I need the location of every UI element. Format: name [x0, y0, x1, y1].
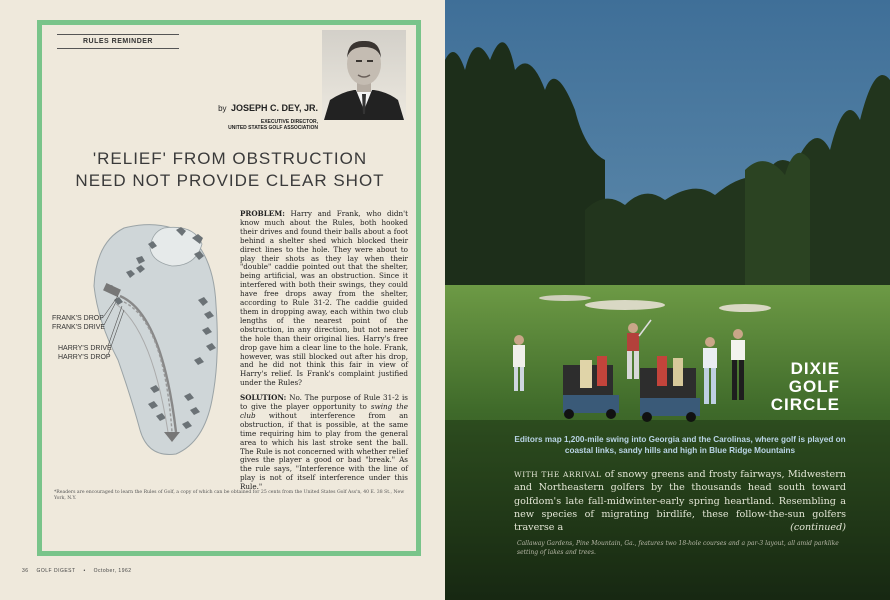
feature-title — [771, 360, 840, 414]
title-line3: CIRCLE — [770, 395, 840, 414]
folio-date: October, 1962 — [93, 568, 132, 574]
feature-intro — [514, 468, 846, 534]
byline-by: by — [218, 104, 227, 113]
section-label: RULES REMINDER — [57, 34, 179, 49]
problem-paragraph — [240, 210, 408, 388]
author-portrait — [322, 30, 406, 120]
problem-text: Harry and Frank, who didn't know much about the Rules, both hooked their drives and found their balls about a foot behind a shelter shed which blocked their direct lines to the hole. They were about to play their shots as they lay when their "double" caddie pointed out that the shelter, being artificial, was an obstruction. Since it interfered with both their swings, they could have free drops away from the shelter, according to Rule 31-2. The caddie guided them in dropping away, each within two club lengths of the nearest point of the obstruction, in any direction, but not nearer the hole than their original lies. Harry's free drop gave him a clear line to the hole. Frank, however, was still blocked out after his drop, and he did not think this fair in view of Harry's relief. Is Frank's complaint justified under the Rules? — [240, 209, 409, 388]
label-harrys-drop: HARRY'S DROP — [58, 354, 111, 361]
folio-magazine: GOLF DIGEST — [36, 568, 76, 574]
photo-caption: Callaway Gardens, Pine Mountain, Ga., features two 18-hole courses and a par-3 layout, all amid parklike setting of lakes and trees. — [517, 540, 839, 556]
problem-lead: PROBLEM: — [240, 209, 285, 218]
right-page — [445, 0, 890, 600]
solution-text-before: No. The purpose of Rule 31-2 is to give the player opportunity to — [240, 393, 408, 412]
headline-line2: NEED NOT PROVIDE CLEAR SHOT — [75, 171, 385, 190]
solution-lead: SOLUTION: — [240, 393, 287, 403]
intro-text: of snowy greens and frosty fairways, Midwestern and Northeastern golfers by the thousands head south toward golfdom's late fall-midwinter-early spring heartland. Resembling a new species of migrating birdlife, these follow-the-sun golfers traverse a — [514, 469, 846, 534]
title-line1: DIXIE — [790, 359, 840, 378]
golf-hole-diagram — [44, 210, 234, 460]
solution-paragraph — [240, 394, 408, 492]
author-title-line1: EXECUTIVE DIRECTOR, — [260, 119, 318, 125]
page-folio — [22, 568, 138, 574]
label-franks-drop: FRANK'S DROP — [52, 315, 104, 322]
solution-italic: swing the club — [240, 402, 408, 420]
label-franks-drive: FRANK'S DRIVE — [52, 324, 106, 331]
author-name: JOSEPH C. DEY, JR. — [230, 103, 318, 113]
solution-text-after: without interference from an obstruction, if that is possible, at the same time requiring him to play from the general area to which his last stroke sent the ball. The Rule is not concerned with whether relief gives the player a good or bad "break." As the rule says, "Interference with the line of play is not of itself interference under this Rule." — [240, 410, 408, 492]
author-title-line2: UNITED STATES GOLF ASSOCIATION — [228, 125, 318, 131]
intro-continued: (continued) — [790, 522, 846, 534]
article-body — [240, 210, 408, 498]
article-headline — [50, 148, 410, 192]
feature-deck: Editors map 1,200-mile swing into Georgia and the Carolinas, where golf is played on coastal links, sandy hills and high in Blue Ridge Mountains — [514, 435, 846, 455]
title-line2: GOLF — [788, 377, 840, 396]
folio-page-number: 36 — [22, 568, 29, 574]
folio-bullet: • — [83, 568, 86, 574]
intro-small-caps: WITH THE ARRIVAL — [514, 470, 602, 479]
headline-line1: 'RELIEF' FROM OBSTRUCTION — [92, 149, 368, 168]
label-harrys-drive: HARRY'S DRIVE — [58, 345, 112, 352]
author-byline — [170, 98, 318, 131]
footnote: *Readers are encouraged to learn the Rules of Golf, a copy of which can be obtained for 25 cents from the United States Golf Ass'n, 40 E. 38 St., New York, N.Y. — [54, 490, 405, 501]
